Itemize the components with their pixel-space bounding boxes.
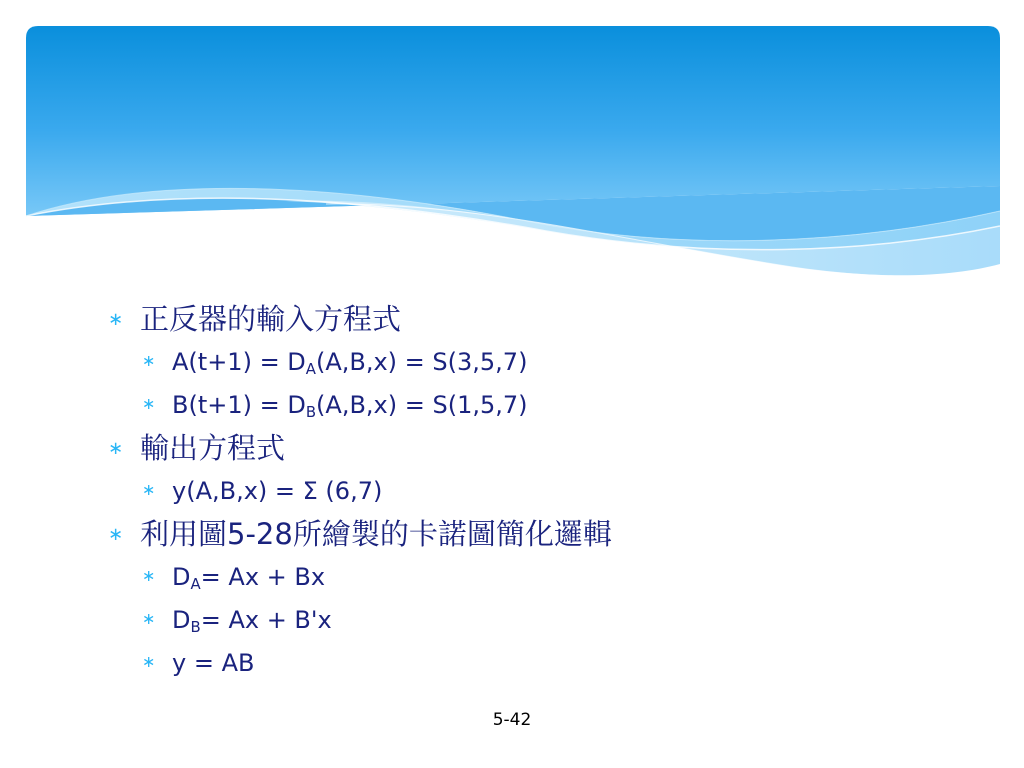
equation-text: $D_A= Ax + Bx$ xyxy=(172,563,326,594)
subscript: A xyxy=(305,360,316,379)
equation-text: y(A,B,x) = Σ (6,7) xyxy=(172,477,383,505)
bullet-item xyxy=(108,513,928,556)
page-number: 5-42 xyxy=(492,710,532,730)
bullet-asterisk-icon: ∗ xyxy=(142,609,156,628)
subscript: A xyxy=(190,575,201,594)
bullet-text: 利用圖5-28所繪製的卡諾圖簡化邏輯 xyxy=(140,517,612,551)
bullet-asterisk-icon: ∗ xyxy=(142,394,156,413)
sub-bullet-item xyxy=(108,470,928,513)
subscript: B xyxy=(190,618,201,637)
sub-bullet-item xyxy=(108,599,928,642)
header-wave-graphic xyxy=(26,26,1000,286)
bullet-asterisk-icon: ∗ xyxy=(142,351,156,370)
sub-bullet-item xyxy=(108,341,928,384)
equation-text: $A(t+1) = D_A(A,B,x) = S(3,5,7)$ xyxy=(172,348,528,379)
equation-text: $D_B= Ax + B'x$ xyxy=(172,606,332,637)
equation-text: $B(t+1) = D_B(A,B,x) = S(1,5,7)$ xyxy=(172,391,528,422)
subscript: B xyxy=(305,403,317,422)
bullet-text: 正反器的輸入方程式 xyxy=(140,302,402,336)
bullet-asterisk-icon: ∗ xyxy=(142,566,156,585)
slide-body xyxy=(108,298,928,685)
bullet-asterisk-icon: ∗ xyxy=(108,309,124,330)
sub-bullet-item xyxy=(108,384,928,427)
bullet-asterisk-icon: ∗ xyxy=(108,438,124,459)
sub-bullet-item xyxy=(108,642,928,685)
header-banner xyxy=(26,26,1000,286)
bullet-asterisk-icon: ∗ xyxy=(142,480,156,499)
sub-bullet-item xyxy=(108,556,928,599)
bullet-asterisk-icon: ∗ xyxy=(108,524,124,545)
equation-text: y = AB xyxy=(172,649,255,677)
bullet-asterisk-icon: ∗ xyxy=(142,652,156,671)
bullet-item xyxy=(108,427,928,470)
bullet-item xyxy=(108,298,928,341)
bullet-text: 輸出方程式 xyxy=(140,431,286,465)
